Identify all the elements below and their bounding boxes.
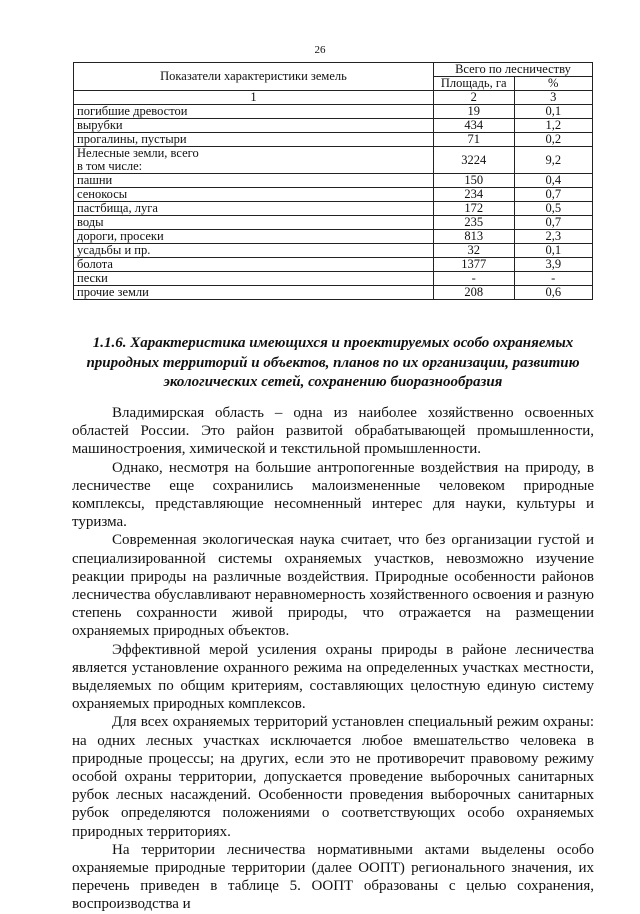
row-percent: - bbox=[514, 272, 592, 286]
table-row bbox=[74, 216, 593, 230]
row-label-cell bbox=[74, 174, 434, 188]
table-header-row bbox=[74, 63, 593, 77]
row-label-cell bbox=[74, 133, 434, 147]
table-row bbox=[74, 147, 593, 174]
table-column-numbers bbox=[74, 91, 593, 105]
row-label: пески bbox=[77, 271, 108, 285]
row-label: погибшие древостои bbox=[77, 104, 188, 118]
row-label-cell bbox=[74, 258, 434, 272]
row-label-cell bbox=[74, 188, 434, 202]
row-percent: 2,3 bbox=[514, 230, 592, 244]
paragraph: Современная экологическая наука считает, что без организации густой и специализированной системы охраняемых участков, невозможно изучение реакции природы на различные воздействия. Природные особенности районов лесничества обуславливают неравномерность хозяйственного освоения и разную степень сохранности живой природы, что отражается на размещении охраняемых природных объектов. bbox=[72, 532, 594, 640]
paragraph: Для всех охраняемых территорий установлен специальный режим охраны: на одних лесных участках исключается любое вмешательство человека в природные процессы; на других, если это не противоречит правовому режиму особой охраны территории, допускается проведение выборочных санитарных рубок лесных насаждений. Особенности проведения выборочных санитарных рубок определяются положениями о соответствующих особо охраняемых природных территориях. bbox=[72, 714, 594, 840]
row-label-cell bbox=[74, 147, 434, 174]
section-title: 1.1.6. Характеристика имеющихся и проектируемых особо охраняемых природных территорий и объектов, планов по их организации, развитию экологических сетей, сохранению биоразнообразия bbox=[86, 335, 580, 390]
row-percent: 0,2 bbox=[514, 133, 592, 147]
row-area: 172 bbox=[433, 202, 514, 216]
row-label-cell bbox=[74, 272, 434, 286]
page-number: 26 bbox=[314, 44, 326, 56]
row-label: прогалины, пустыри bbox=[77, 132, 187, 146]
row-area: 150 bbox=[433, 174, 514, 188]
table-row bbox=[74, 272, 593, 286]
row-percent: 1,2 bbox=[514, 119, 592, 133]
table-row bbox=[74, 119, 593, 133]
row-label: дороги, просеки bbox=[77, 229, 164, 243]
row-percent: 0,4 bbox=[514, 174, 592, 188]
row-percent: 0,6 bbox=[514, 286, 592, 300]
table-row bbox=[74, 133, 593, 147]
row-label: вырубки bbox=[77, 118, 123, 132]
row-label-cell bbox=[74, 244, 434, 258]
header-total-forestry: Всего по лесничеству bbox=[433, 63, 592, 77]
row-area: 71 bbox=[433, 133, 514, 147]
row-label-cell bbox=[74, 216, 434, 230]
table-row bbox=[74, 174, 593, 188]
paragraph: На территории лесничества нормативными актами выделены особо охраняемые природные территории (далее ООПТ) регионального значения, их перечень приведен в таблице 5. ООПТ образованы с целью сохранения, воспроизводства и bbox=[72, 841, 594, 913]
paragraph: Однако, несмотря на большие антропогенные воздействия на природу, в лесничестве еще сохранились малоизмененные человеком природные комплексы, представляющие несомненный интерес для науки, культуры и туризма. bbox=[72, 459, 594, 531]
column-number: 2 bbox=[433, 91, 514, 105]
row-area: 434 bbox=[433, 119, 514, 133]
table-row bbox=[74, 230, 593, 244]
row-label: болота bbox=[77, 257, 113, 271]
table-row bbox=[74, 286, 593, 300]
row-label: пашни bbox=[77, 173, 113, 187]
table-row bbox=[74, 202, 593, 216]
row-label: усадьбы и пр. bbox=[77, 243, 151, 257]
row-area: 234 bbox=[433, 188, 514, 202]
row-area: 19 bbox=[433, 105, 514, 119]
row-label-cell bbox=[74, 105, 434, 119]
row-area: - bbox=[433, 272, 514, 286]
table-row bbox=[74, 188, 593, 202]
row-percent: 3,9 bbox=[514, 258, 592, 272]
paragraph: Владимирская область – одна из наиболее хозяйственно освоенных областей России. Это район развитой обрабатывающей промышленности, машиностроения, химической и текстильной промышленности. bbox=[72, 405, 594, 458]
row-label-cell bbox=[74, 119, 434, 133]
table-row bbox=[74, 105, 593, 119]
row-percent: 0,5 bbox=[514, 202, 592, 216]
row-label-cell bbox=[74, 202, 434, 216]
row-percent: 0,1 bbox=[514, 105, 592, 119]
row-area: 813 bbox=[433, 230, 514, 244]
row-area: 3224 bbox=[433, 147, 514, 174]
row-area: 1377 bbox=[433, 258, 514, 272]
column-number: 3 bbox=[514, 91, 592, 105]
row-percent: 0,7 bbox=[514, 188, 592, 202]
row-percent: 0,1 bbox=[514, 244, 592, 258]
header-indicators: Показатели характеристики земель bbox=[74, 63, 434, 91]
paragraph: Эффективной мерой усиления охраны природы в районе лесничества является установление охранного режима на определенных участках местности, выделяемых по общим критериям, составляющих целостную единую систему охраняемых природных комплексов. bbox=[72, 641, 594, 713]
row-area: 32 bbox=[433, 244, 514, 258]
row-percent: 0,7 bbox=[514, 216, 592, 230]
row-label-cell bbox=[74, 230, 434, 244]
header-area: Площадь, га bbox=[433, 77, 514, 91]
row-area: 208 bbox=[433, 286, 514, 300]
row-label: сенокосы bbox=[77, 187, 128, 201]
row-label: пастбища, луга bbox=[77, 201, 158, 215]
row-label-cell bbox=[74, 286, 434, 300]
row-label: прочие земли bbox=[77, 285, 149, 299]
row-area: 235 bbox=[433, 216, 514, 230]
land-characteristics-table bbox=[73, 62, 593, 300]
row-label: воды bbox=[77, 215, 104, 229]
row-label: Нелесные земли, всего bbox=[77, 146, 199, 160]
row-percent: 9,2 bbox=[514, 147, 592, 174]
header-percent: % bbox=[514, 77, 592, 91]
row-label-continuation: в том числе: bbox=[77, 159, 143, 173]
table-row bbox=[74, 258, 593, 272]
table-row bbox=[74, 244, 593, 258]
body-text bbox=[72, 404, 594, 914]
column-number: 1 bbox=[74, 91, 434, 105]
